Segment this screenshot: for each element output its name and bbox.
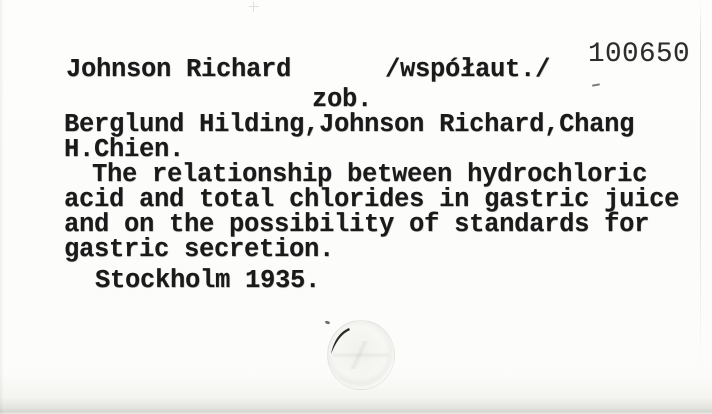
title-line-1: The relationship between hydrochloric <box>92 160 648 189</box>
author-heading: Johnson Richard <box>66 55 292 84</box>
registration-cross-mark <box>249 2 259 12</box>
pen-crescent-mark <box>328 325 354 357</box>
referenced-authors-line-1: Berglund Hilding,Johnson Richard,Chang <box>64 110 635 139</box>
call-number: 100650 <box>588 39 691 70</box>
title-line-3: and on the possibility of standards for <box>64 210 650 239</box>
referenced-authors-line-2: H.Chien. <box>64 135 185 164</box>
cross-reference-zob: zob. <box>312 85 373 114</box>
paper-crease-line <box>700 0 701 414</box>
call-number-tick-mark <box>592 83 600 86</box>
title-line-4: gastric secretion. <box>64 235 335 264</box>
title-line-2: acid and total chlorides in gastric juice <box>64 185 680 214</box>
coauthor-qualifier: /współaut./ <box>385 55 551 84</box>
imprint-line: Stockholm 1935. <box>95 266 321 295</box>
